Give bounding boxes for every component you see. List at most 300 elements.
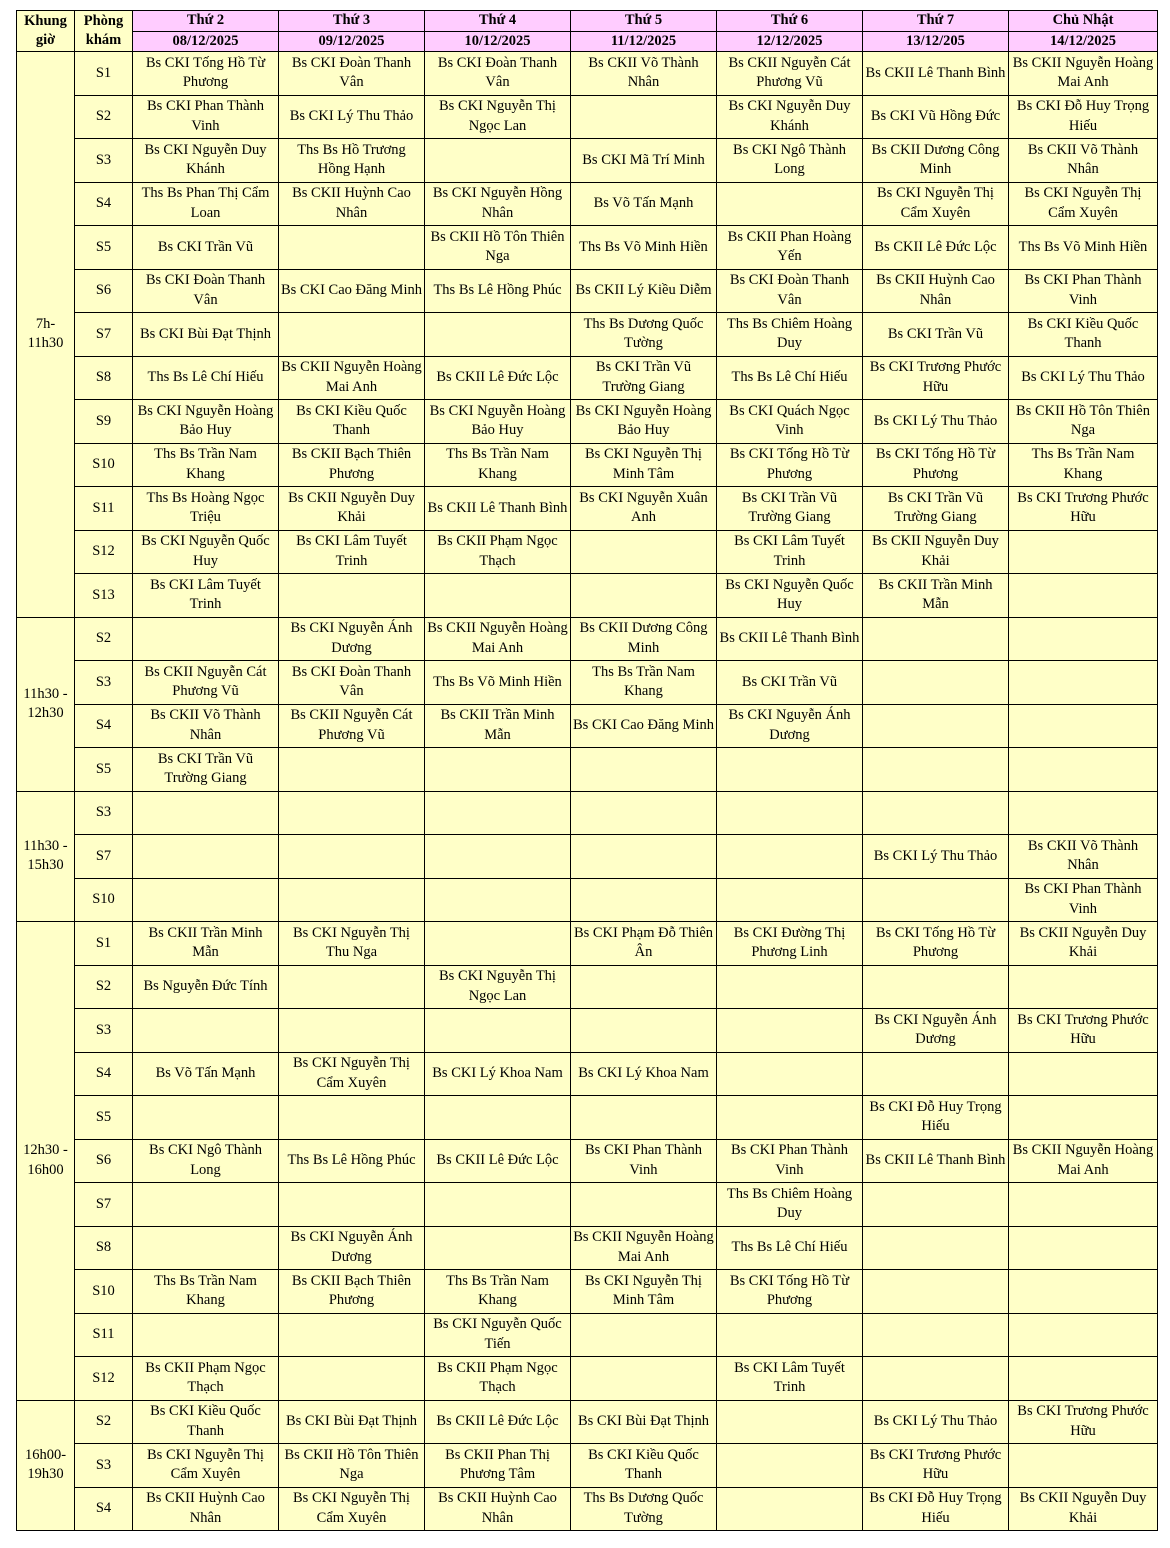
- doctor-cell: Ths Bs Trần Nam Khang: [571, 661, 717, 705]
- doctor-cell: [717, 1052, 863, 1096]
- doctor-cell: Bs CKI Kiều Quốc Thanh: [279, 400, 425, 444]
- doctor-cell: Bs CKI Lâm Tuyết Trinh: [717, 1357, 863, 1401]
- room-label: S5: [75, 1096, 133, 1140]
- doctor-cell: Bs CKI Nguyễn Thị Cẩm Xuyên: [279, 1487, 425, 1531]
- room-label: S1: [75, 52, 133, 96]
- doctor-cell: Bs CKII Dương Công Minh: [863, 139, 1009, 183]
- doctor-cell: Bs CKI Phan Thành Vinh: [717, 1139, 863, 1183]
- doctor-cell: [1009, 1444, 1158, 1488]
- doctor-cell: [279, 1096, 425, 1140]
- doctor-cell: [133, 1096, 279, 1140]
- doctor-cell: [717, 748, 863, 792]
- room-label: S4: [75, 1052, 133, 1096]
- schedule-row: [17, 748, 1158, 792]
- doctor-cell: Bs CKII Nguyễn Duy Khải: [279, 487, 425, 531]
- doctor-cell: Ths Bs Võ Minh Hiền: [571, 226, 717, 270]
- doctor-cell: Bs CKI Nguyễn Quốc Huy: [133, 530, 279, 574]
- schedule-row: [17, 226, 1158, 270]
- doctor-cell: [571, 878, 717, 922]
- doctor-cell: [279, 1009, 425, 1053]
- doctor-cell: Ths Bs Phan Thị Cẩm Loan: [133, 182, 279, 226]
- doctor-cell: Bs CKII Huỳnh Cao Nhân: [133, 1487, 279, 1531]
- doctor-cell: Bs CKI Lý Khoa Nam: [425, 1052, 571, 1096]
- doctor-cell: [1009, 748, 1158, 792]
- day-date-header: 08/12/2025: [133, 31, 279, 52]
- doctor-cell: Bs CKI Phạm Đỗ Thiên Ân: [571, 922, 717, 966]
- doctor-cell: [279, 1357, 425, 1401]
- doctor-cell: Bs CKII Lê Đức Lộc: [425, 356, 571, 400]
- doctor-cell: Bs CKI Nguyễn Xuân Anh: [571, 487, 717, 531]
- doctor-cell: Bs CKI Đỗ Huy Trọng Hiếu: [863, 1487, 1009, 1531]
- doctor-cell: [425, 748, 571, 792]
- doctor-cell: Bs CKI Tống Hồ Từ Phương: [133, 52, 279, 96]
- doctor-cell: Bs CKII Nguyễn Duy Khải: [1009, 922, 1158, 966]
- doctor-cell: Bs CKII Nguyễn Hoàng Mai Anh: [571, 1226, 717, 1270]
- room-label: S6: [75, 269, 133, 313]
- doctor-cell: Bs CKII Lê Thanh Bình: [717, 617, 863, 661]
- doctor-cell: Bs CKII Phạm Ngọc Thạch: [133, 1357, 279, 1401]
- doctor-cell: [1009, 965, 1158, 1009]
- schedule-row: [17, 1052, 1158, 1096]
- doctor-cell: [425, 574, 571, 618]
- doctor-cell: [425, 1183, 571, 1227]
- doctor-cell: [425, 1009, 571, 1053]
- doctor-cell: Bs Võ Tấn Mạnh: [133, 1052, 279, 1096]
- room-label: S3: [75, 139, 133, 183]
- doctor-cell: Bs CKI Nguyễn Thị Cẩm Xuyên: [1009, 182, 1158, 226]
- doctor-cell: [1009, 1183, 1158, 1227]
- day-header-row: [17, 11, 1158, 32]
- schedule-row: [17, 1400, 1158, 1444]
- doctor-cell: [279, 748, 425, 792]
- doctor-cell: Ths Bs Trần Nam Khang: [1009, 443, 1158, 487]
- doctor-cell: Bs CKI Phan Thành Vinh: [133, 95, 279, 139]
- day-date-header: 11/12/2025: [571, 31, 717, 52]
- doctor-cell: Bs CKII Lê Thanh Bình: [425, 487, 571, 531]
- day-name-header: Thứ 2: [133, 11, 279, 32]
- doctor-cell: [425, 1226, 571, 1270]
- doctor-cell: Ths Bs Dương Quốc Tường: [571, 1487, 717, 1531]
- doctor-cell: [863, 1313, 1009, 1357]
- doctor-cell: Bs CKI Phan Thành Vinh: [571, 1139, 717, 1183]
- doctor-cell: Bs CKI Lý Thu Thảo: [863, 1400, 1009, 1444]
- doctor-cell: Bs CKI Nguyễn Thị Cẩm Xuyên: [863, 182, 1009, 226]
- doctor-cell: Bs CKI Bùi Đạt Thịnh: [133, 313, 279, 357]
- doctor-cell: [717, 1487, 863, 1531]
- doctor-cell: Bs CKI Nguyễn Hoàng Bảo Huy: [425, 400, 571, 444]
- doctor-cell: [571, 835, 717, 879]
- room-label: S4: [75, 704, 133, 748]
- doctor-cell: [571, 1096, 717, 1140]
- schedule-row: [17, 1357, 1158, 1401]
- doctor-cell: Bs CKI Trần Vũ: [863, 313, 1009, 357]
- doctor-cell: Bs CKI Trần Vũ Trường Giang: [133, 748, 279, 792]
- doctor-cell: [279, 878, 425, 922]
- doctor-cell: Bs CKI Trương Phước Hữu: [863, 356, 1009, 400]
- doctor-cell: [1009, 661, 1158, 705]
- room-label: S11: [75, 487, 133, 531]
- doctor-cell: Ths Bs Võ Minh Hiền: [1009, 226, 1158, 270]
- doctor-cell: [571, 574, 717, 618]
- day-name-header: Thứ 4: [425, 11, 571, 32]
- doctor-cell: Bs CKI Trương Phước Hữu: [1009, 1009, 1158, 1053]
- room-label: S7: [75, 835, 133, 879]
- room-label: S10: [75, 878, 133, 922]
- doctor-cell: [1009, 1313, 1158, 1357]
- schedule-row: [17, 313, 1158, 357]
- room-label: S2: [75, 965, 133, 1009]
- room-label: S9: [75, 400, 133, 444]
- doctor-cell: [717, 1400, 863, 1444]
- doctor-cell: Ths Bs Trần Nam Khang: [133, 443, 279, 487]
- doctor-cell: Ths Bs Dương Quốc Tường: [571, 313, 717, 357]
- doctor-cell: Bs CKII Lý Kiều Diễm: [571, 269, 717, 313]
- room-header: Phòng khám: [75, 11, 133, 52]
- doctor-cell: [279, 835, 425, 879]
- room-label: S2: [75, 95, 133, 139]
- time-slot-header: Khung giờ: [17, 11, 75, 52]
- room-label: S3: [75, 791, 133, 835]
- doctor-cell: [863, 661, 1009, 705]
- doctor-cell: Bs CKII Nguyễn Hoàng Mai Anh: [1009, 52, 1158, 96]
- doctor-cell: [717, 1313, 863, 1357]
- doctor-cell: [133, 878, 279, 922]
- doctor-cell: Bs CKI Trương Phước Hữu: [1009, 1400, 1158, 1444]
- doctor-cell: Bs CKI Lâm Tuyết Trinh: [279, 530, 425, 574]
- doctor-cell: [863, 791, 1009, 835]
- doctor-cell: Bs CKI Vũ Hồng Đức: [863, 95, 1009, 139]
- doctor-cell: [863, 748, 1009, 792]
- doctor-cell: [717, 1009, 863, 1053]
- schedule-body: [17, 52, 1158, 1531]
- doctor-cell: Bs CKII Nguyễn Cát Phương Vũ: [133, 661, 279, 705]
- doctor-cell: Bs CKII Võ Thành Nhân: [1009, 139, 1158, 183]
- doctor-cell: [571, 791, 717, 835]
- day-name-header: Thứ 6: [717, 11, 863, 32]
- doctor-cell: Bs CKI Mã Trí Minh: [571, 139, 717, 183]
- doctor-cell: Bs CKII Phan Hoàng Yến: [717, 226, 863, 270]
- doctor-cell: [279, 1313, 425, 1357]
- table-header: [17, 11, 1158, 52]
- doctor-cell: Bs CKI Trần Vũ Trường Giang: [717, 487, 863, 531]
- doctor-cell: Bs CKI Lý Thu Thảo: [1009, 356, 1158, 400]
- room-label: S12: [75, 530, 133, 574]
- doctor-cell: [425, 139, 571, 183]
- doctor-cell: Bs CKII Huỳnh Cao Nhân: [279, 182, 425, 226]
- schedule-row: [17, 1096, 1158, 1140]
- doctor-cell: Bs CKI Lý Thu Thảo: [863, 835, 1009, 879]
- room-label: S7: [75, 1183, 133, 1227]
- doctor-cell: Bs CKII Nguyễn Cát Phương Vũ: [279, 704, 425, 748]
- doctor-cell: Ths Bs Lê Hồng Phúc: [425, 269, 571, 313]
- doctor-cell: Bs CKI Phan Thành Vinh: [1009, 878, 1158, 922]
- doctor-cell: [425, 922, 571, 966]
- schedule-row: [17, 487, 1158, 531]
- doctor-cell: [571, 95, 717, 139]
- doctor-cell: Ths Bs Trần Nam Khang: [425, 1270, 571, 1314]
- schedule-row: [17, 182, 1158, 226]
- doctor-cell: Bs CKI Đoàn Thanh Vân: [717, 269, 863, 313]
- doctor-cell: [279, 965, 425, 1009]
- doctor-cell: [717, 835, 863, 879]
- doctor-cell: Bs Võ Tấn Mạnh: [571, 182, 717, 226]
- room-label: S3: [75, 661, 133, 705]
- doctor-cell: [425, 835, 571, 879]
- doctor-cell: [1009, 574, 1158, 618]
- time-slot-label: 11h30 - 15h30: [17, 791, 75, 922]
- doctor-cell: [571, 1009, 717, 1053]
- doctor-cell: Bs CKI Quách Ngọc Vinh: [717, 400, 863, 444]
- schedule-row: [17, 269, 1158, 313]
- doctor-cell: Bs CKI Nguyễn Ánh Dương: [863, 1009, 1009, 1053]
- schedule-row: [17, 661, 1158, 705]
- doctor-cell: Bs CKII Nguyễn Hoàng Mai Anh: [279, 356, 425, 400]
- schedule-row: [17, 574, 1158, 618]
- doctor-cell: [1009, 1052, 1158, 1096]
- doctor-cell: [133, 1009, 279, 1053]
- doctor-cell: Bs CKI Trần Vũ Trường Giang: [571, 356, 717, 400]
- doctor-cell: Bs CKII Huỳnh Cao Nhân: [425, 1487, 571, 1531]
- doctor-cell: Bs CKI Tống Hồ Từ Phương: [717, 443, 863, 487]
- doctor-cell: Bs CKI Nguyễn Quốc Tiến: [425, 1313, 571, 1357]
- schedule-row: [17, 1444, 1158, 1488]
- doctor-cell: Bs CKII Trần Minh Mẫn: [133, 922, 279, 966]
- doctor-cell: Bs CKII Lê Đức Lộc: [425, 1139, 571, 1183]
- schedule-row: [17, 791, 1158, 835]
- time-slot-label: 7h- 11h30: [17, 52, 75, 618]
- doctor-cell: Bs CKII Hồ Tôn Thiên Nga: [425, 226, 571, 270]
- room-label: S10: [75, 443, 133, 487]
- day-date-header: 09/12/2025: [279, 31, 425, 52]
- doctor-cell: Bs CKI Đường Thị Phương Linh: [717, 922, 863, 966]
- doctor-cell: [1009, 530, 1158, 574]
- doctor-cell: [863, 1226, 1009, 1270]
- schedule-row: [17, 95, 1158, 139]
- schedule-row: [17, 965, 1158, 1009]
- doctor-cell: Bs CKI Lý Thu Thảo: [863, 400, 1009, 444]
- doctor-cell: Ths Bs Hoàng Ngọc Triệu: [133, 487, 279, 531]
- room-label: S2: [75, 617, 133, 661]
- doctor-cell: [279, 791, 425, 835]
- doctor-cell: Bs CKII Dương Công Minh: [571, 617, 717, 661]
- room-label: S4: [75, 182, 133, 226]
- doctor-cell: Bs CKI Tống Hồ Từ Phương: [863, 922, 1009, 966]
- doctor-cell: Ths Bs Lê Chí Hiếu: [133, 356, 279, 400]
- doctor-cell: [425, 878, 571, 922]
- doctor-cell: [863, 965, 1009, 1009]
- room-label: S5: [75, 226, 133, 270]
- doctor-cell: Bs CKI Trần Vũ Trường Giang: [863, 487, 1009, 531]
- room-label: S8: [75, 356, 133, 400]
- room-label: S7: [75, 313, 133, 357]
- doctor-cell: Bs CKI Nguyễn Hoàng Bảo Huy: [571, 400, 717, 444]
- doctor-cell: [1009, 1270, 1158, 1314]
- doctor-cell: Ths Bs Trần Nam Khang: [425, 443, 571, 487]
- doctor-cell: [717, 1444, 863, 1488]
- doctor-cell: Bs CKI Nguyễn Duy Khánh: [717, 95, 863, 139]
- doctor-cell: Bs CKII Nguyễn Hoàng Mai Anh: [1009, 1139, 1158, 1183]
- schedule-row: [17, 52, 1158, 96]
- doctor-cell: Bs CKII Võ Thành Nhân: [1009, 835, 1158, 879]
- room-label: S10: [75, 1270, 133, 1314]
- date-header-row: [17, 31, 1158, 52]
- schedule-row: [17, 835, 1158, 879]
- doctor-cell: Bs CKII Phạm Ngọc Thạch: [425, 1357, 571, 1401]
- doctor-cell: [1009, 617, 1158, 661]
- day-date-header: 14/12/2025: [1009, 31, 1158, 52]
- room-label: S1: [75, 922, 133, 966]
- doctor-cell: Bs CKI Kiều Quốc Thanh: [571, 1444, 717, 1488]
- doctor-cell: Bs CKII Bạch Thiên Phương: [279, 443, 425, 487]
- schedule-row: [17, 1009, 1158, 1053]
- schedule-row: [17, 1313, 1158, 1357]
- doctor-cell: [717, 878, 863, 922]
- room-label: S5: [75, 748, 133, 792]
- room-label: S8: [75, 1226, 133, 1270]
- schedule-table: [16, 10, 1158, 1531]
- doctor-cell: Bs CKI Nguyễn Thị Cẩm Xuyên: [133, 1444, 279, 1488]
- room-label: S3: [75, 1444, 133, 1488]
- doctor-cell: Bs CKI Nguyễn Hồng Nhân: [425, 182, 571, 226]
- schedule-row: [17, 617, 1158, 661]
- doctor-cell: Bs CKII Võ Thành Nhân: [133, 704, 279, 748]
- schedule-row: [17, 922, 1158, 966]
- doctor-cell: Bs CKI Nguyễn Ánh Dương: [279, 617, 425, 661]
- doctor-cell: Bs CKI Lý Thu Thảo: [279, 95, 425, 139]
- schedule-row: [17, 1226, 1158, 1270]
- doctor-cell: Bs CKI Kiều Quốc Thanh: [1009, 313, 1158, 357]
- doctor-cell: [425, 313, 571, 357]
- doctor-cell: Ths Bs Chiêm Hoàng Duy: [717, 1183, 863, 1227]
- doctor-cell: Bs CKII Phan Thị Phương Tâm: [425, 1444, 571, 1488]
- doctor-cell: [863, 704, 1009, 748]
- doctor-cell: Bs CKII Lê Đức Lộc: [425, 1400, 571, 1444]
- doctor-cell: Bs CKI Nguyễn Thị Cẩm Xuyên: [279, 1052, 425, 1096]
- day-name-header: Thứ 7: [863, 11, 1009, 32]
- day-name-header: Thứ 3: [279, 11, 425, 32]
- doctor-cell: Bs CKI Cao Đăng Minh: [571, 704, 717, 748]
- doctor-cell: [571, 1183, 717, 1227]
- doctor-cell: [1009, 704, 1158, 748]
- doctor-cell: [279, 313, 425, 357]
- doctor-cell: Bs CKI Đoàn Thanh Vân: [133, 269, 279, 313]
- doctor-cell: [571, 1313, 717, 1357]
- doctor-cell: Bs CKII Lê Thanh Bình: [863, 52, 1009, 96]
- schedule-row: [17, 139, 1158, 183]
- doctor-cell: Ths Bs Lê Hồng Phúc: [279, 1139, 425, 1183]
- doctor-cell: [717, 965, 863, 1009]
- doctor-cell: Bs CKI Bùi Đạt Thịnh: [279, 1400, 425, 1444]
- doctor-cell: Bs CKI Ngô Thành Long: [133, 1139, 279, 1183]
- doctor-cell: Bs CKI Nguyễn Hoàng Bảo Huy: [133, 400, 279, 444]
- doctor-cell: [571, 530, 717, 574]
- day-date-header: 13/12/205: [863, 31, 1009, 52]
- doctor-cell: [279, 574, 425, 618]
- doctor-cell: Bs CKI Đoàn Thanh Vân: [279, 52, 425, 96]
- doctor-cell: Bs CKI Đỗ Huy Trọng Hiếu: [1009, 95, 1158, 139]
- doctor-cell: [571, 965, 717, 1009]
- day-name-header: Chủ Nhật: [1009, 11, 1158, 32]
- doctor-cell: Bs CKII Nguyễn Cát Phương Vũ: [717, 52, 863, 96]
- doctor-cell: Ths Bs Chiêm Hoàng Duy: [717, 313, 863, 357]
- doctor-cell: Bs CKI Trần Vũ: [133, 226, 279, 270]
- doctor-cell: [133, 1183, 279, 1227]
- doctor-cell: Bs CKII Nguyễn Duy Khải: [863, 530, 1009, 574]
- doctor-cell: [425, 791, 571, 835]
- room-label: S11: [75, 1313, 133, 1357]
- schedule-row: [17, 878, 1158, 922]
- doctor-cell: Bs CKI Tống Hồ Từ Phương: [863, 443, 1009, 487]
- time-slot-label: 16h00- 19h30: [17, 1400, 75, 1531]
- room-label: S12: [75, 1357, 133, 1401]
- day-date-header: 12/12/2025: [717, 31, 863, 52]
- schedule-row: [17, 704, 1158, 748]
- doctor-cell: [863, 878, 1009, 922]
- doctor-cell: Bs CKI Nguyễn Thị Ngọc Lan: [425, 95, 571, 139]
- doctor-cell: Bs CKII Lê Đức Lộc: [863, 226, 1009, 270]
- room-label: S2: [75, 1400, 133, 1444]
- doctor-cell: [133, 1226, 279, 1270]
- schedule-row: [17, 1487, 1158, 1531]
- doctor-cell: Bs CKI Trần Vũ: [717, 661, 863, 705]
- doctor-cell: Bs CKII Trần Minh Mẫn: [863, 574, 1009, 618]
- doctor-cell: [717, 791, 863, 835]
- doctor-cell: Bs CKI Nguyễn Thị Minh Tâm: [571, 1270, 717, 1314]
- doctor-cell: Bs CKI Nguyễn Ánh Dương: [717, 704, 863, 748]
- doctor-cell: Bs Nguyễn Đức Tính: [133, 965, 279, 1009]
- doctor-cell: Bs CKI Tống Hồ Từ Phương: [717, 1270, 863, 1314]
- doctor-cell: Bs CKI Kiều Quốc Thanh: [133, 1400, 279, 1444]
- doctor-cell: Bs CKI Trương Phước Hữu: [863, 1444, 1009, 1488]
- doctor-cell: [133, 1313, 279, 1357]
- doctor-cell: Bs CKII Bạch Thiên Phương: [279, 1270, 425, 1314]
- doctor-cell: Bs CKI Nguyễn Thị Ngọc Lan: [425, 965, 571, 1009]
- doctor-cell: Bs CKII Hồ Tôn Thiên Nga: [279, 1444, 425, 1488]
- doctor-cell: [1009, 1226, 1158, 1270]
- doctor-cell: [571, 1357, 717, 1401]
- doctor-cell: Bs CKI Lâm Tuyết Trinh: [717, 530, 863, 574]
- doctor-cell: Bs CKI Nguyễn Duy Khánh: [133, 139, 279, 183]
- doctor-cell: Bs CKI Cao Đăng Minh: [279, 269, 425, 313]
- room-label: S13: [75, 574, 133, 618]
- schedule-row: [17, 1139, 1158, 1183]
- schedule-row: [17, 400, 1158, 444]
- doctor-cell: [279, 226, 425, 270]
- schedule-row: [17, 443, 1158, 487]
- doctor-cell: Bs CKI Lý Khoa Nam: [571, 1052, 717, 1096]
- doctor-cell: Bs CKI Nguyễn Ánh Dương: [279, 1226, 425, 1270]
- doctor-cell: [133, 617, 279, 661]
- doctor-cell: Bs CKI Nguyễn Thị Thu Nga: [279, 922, 425, 966]
- doctor-cell: [279, 1183, 425, 1227]
- schedule-row: [17, 1270, 1158, 1314]
- doctor-cell: [1009, 1357, 1158, 1401]
- doctor-cell: Ths Bs Võ Minh Hiền: [425, 661, 571, 705]
- doctor-cell: Bs CKII Võ Thành Nhân: [571, 52, 717, 96]
- doctor-cell: [133, 791, 279, 835]
- doctor-cell: Ths Bs Hồ Trương Hồng Hạnh: [279, 139, 425, 183]
- doctor-cell: Bs CKI Ngô Thành Long: [717, 139, 863, 183]
- doctor-cell: [863, 1183, 1009, 1227]
- doctor-cell: Bs CKII Phạm Ngọc Thạch: [425, 530, 571, 574]
- doctor-cell: Bs CKII Hồ Tôn Thiên Nga: [1009, 400, 1158, 444]
- room-label: S6: [75, 1139, 133, 1183]
- doctor-cell: Bs CKI Đoàn Thanh Vân: [279, 661, 425, 705]
- doctor-cell: [863, 617, 1009, 661]
- doctor-cell: Bs CKII Nguyễn Duy Khải: [1009, 1487, 1158, 1531]
- schedule-row: [17, 530, 1158, 574]
- day-date-header: 10/12/2025: [425, 31, 571, 52]
